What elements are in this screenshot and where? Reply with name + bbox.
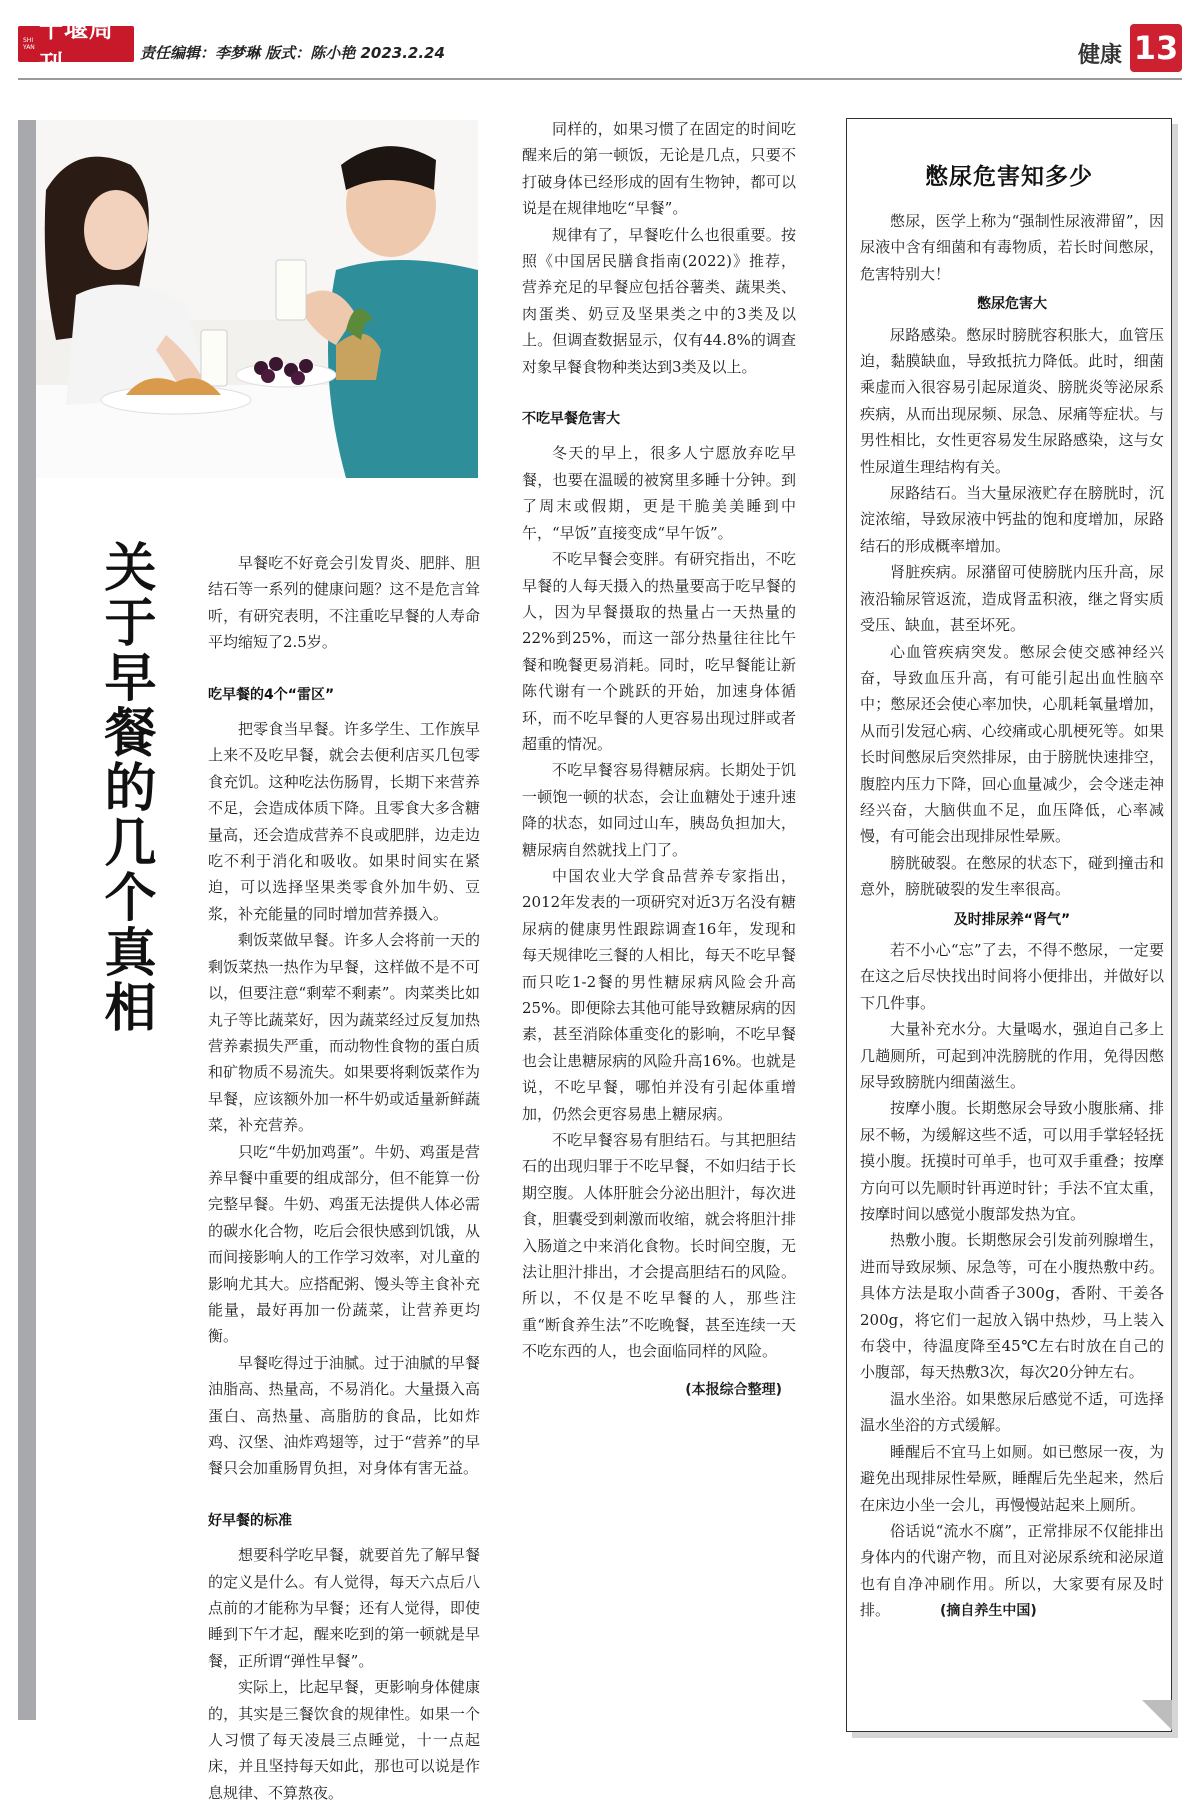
sidebar-title: 憋尿危害知多少 [925, 164, 1093, 190]
paragraph: 剩饭菜做早餐。许多人会将前一天的剩饭菜热一热作为早餐，这样做不是不可以，但要注意“剩荤不剩素”。肉菜类比如丸子等比蔬菜好，因为蔬菜经过反复加热营养素损失严重，而动物性食物的蛋白质和矿物质不易流失。如果要将剩饭菜作为早餐，应该额外加一杯牛奶或适量新鲜蔬菜，补充营养。 [208, 931, 480, 1135]
paragraph-text: 俗话说“流水不腐”，正常排尿不仅能排出身体内的代谢产物，而且对泌尿系统和泌尿道也有自净冲刷作用。所以，大家要有尿及时排。 [860, 1521, 1164, 1620]
paragraph: 不吃早餐容易有胆结石。与其把胆结石的出现归罪于不吃早餐，不如归结于长期空腹。人体肝脏会分泌出胆汁，每次进食，胆囊受到刺激而收缩，就会将胆汁排入肠道之中来消化食物。长时间空腹，无法让胆汁排出，才会提高胆结石的风险。所以，不仅是不吃早餐的人，那些注重“断食养生法”不吃晚餐，甚至连续一天不吃东西的人，也会面临同样的风险。 [522, 1131, 796, 1361]
subhead-timely-urination: 及时排尿养“肾气” [953, 911, 1071, 928]
subhead-good-breakfast: 好早餐的标准 [208, 1512, 292, 1529]
paragraph: 实际上，比起早餐，更影响身体健康的，其实是三餐饮食的规律性。如果一个人习惯了每天凌晨三点睡觉，十一点起床，并且坚持每天如此，那也可以说是作息规律、不算熬夜。 [208, 1678, 480, 1802]
paragraph: 若不小心“忘”了去，不得不憋尿，一定要在这之后尽快找出时间将小便排出，并做好以下几件事。 [860, 940, 1164, 1012]
paragraph: 不吃早餐容易得糖尿病。长期处于饥一顿饱一顿的状态，会让血糖处于速升速降的状态，如同过山车，胰岛负担加大，糖尿病自然就找上门了。 [522, 761, 796, 859]
header-rule [18, 78, 1182, 80]
sidebar-column [860, 208, 1164, 1625]
sidebar-credit: (摘自养生中国) [940, 1603, 1037, 1620]
paragraph: 想要科学吃早餐，就要首先了解早餐的定义是什么。有人觉得，每天六点后八点前的才能称为早餐；还有人觉得，即使睡到下午才起，醒来吃到的第一顿就是早餐，正所谓“弹性早餐”。 [208, 1546, 480, 1670]
paragraph: 不吃早餐会变胖。有研究指出，不吃早餐的人每天摄入的热量要高于吃早餐的人，因为早餐摄取的热量占一天热量的22%到25%，而这一部分热量往往比午餐和晚餐更易消耗。同时，吃早餐能让新陈代谢有一个跳跃的开始，加速身体循环，而不吃早餐的人更容易出现过胖或者超重的情况。 [522, 550, 796, 753]
paragraph: 早餐吃得过于油腻。过于油腻的早餐油脂高、热量高，不易消化。大量摄入高蛋白、高热量、高脂肪的食品，比如炸鸡、汉堡、油炸鸡翅等，过于“营养”的早餐只会加重肠胃负担，对身体有害无益。 [208, 1353, 480, 1478]
paragraph: 尿路感染。憋尿时膀胱容积胀大，血管压迫，黏膜缺血，导致抵抗力降低。此时，细菌乘虚而入很容易引起尿道炎、膀胱炎等泌尿系疾病，从而出现尿频、尿急、尿痛等症状。与男性相比，女性更容易发生尿路感染，这与女性尿道生理结构有关。 [860, 325, 1164, 476]
paragraph: 只吃“牛奶加鸡蛋”。牛奶、鸡蛋是营养早餐中重要的组成部分，但不能算一份完整早餐。牛奶、鸡蛋无法提供人体必需的碳水化合物，吃后会很快感到饥饿，从而间接影响人的工作学习效率，对儿童的影响尤其大。应搭配粥、馒头等主食补充能量，最好再加一份蔬菜，让营养更均衡。 [208, 1142, 480, 1346]
paragraph: 尿路结石。当大量尿液贮存在膀胱时，沉淀浓缩，导致尿液中钙盐的饱和度增加，尿路结石的形成概率增加。 [860, 484, 1164, 555]
paragraph: 把零食当早餐。许多学生、工作族早上来不及吃早餐，就会去便利店买几包零食充饥。这种吃法伤肠胃，长期下来营养不足，会造成体质下降。且零食大多含糖量高，还会造成营养不良或肥胖，边走边吃不利于消化和吸收。如果时间实在紧迫，可以选择坚果类零食外加牛奶、豆浆，补充能量的同时增加营养摄入。 [208, 720, 480, 923]
article-intro: 早餐吃不好竟会引发胃炎、肥胖、胆结石等一系列的健康问题？这不是危言耸听，有研究表明，不注重吃早餐的人寿命平均缩短了2.5岁。 [208, 554, 480, 652]
left-accent-bar [18, 120, 36, 1720]
masthead-small-text: SHI YAN [23, 37, 35, 51]
sidebar-intro: 憋尿，医学上称为“强制性尿液滞留”，因尿液中含有细菌和有毒物质，若长时间憋尿，危害特别大！ [860, 212, 1164, 283]
paragraph [860, 1518, 1164, 1625]
article-title: 关于早餐的几个真相 [95, 540, 156, 1035]
paragraph: 冬天的早上，很多人宁愿放弃吃早餐，也要在温暖的被窝里多睡十分钟。到了周末或假期，更是干脆美美睡到中午，“早饭”直接变成“早午饭”。 [522, 444, 796, 542]
paragraph: 规律有了，早餐吃什么也很重要。按照《中国居民膳食指南(2022)》推荐，营养充足的早餐应包括谷薯类、蔬果类、肉蛋类、奶豆及坚果类之中的3类及以上。但调查数据显示，仅有44.8%的调查对象早餐食物种类达到3类及以上。 [522, 225, 796, 376]
subhead-minefields: 吃早餐的4个“雷区” [208, 686, 335, 703]
paragraph: 温水坐浴。如果憋尿后感觉不适，可选择温水坐浴的方式缓解。 [860, 1389, 1164, 1435]
paragraph: 按摩小腹。长期憋尿会导致小腹胀痛、排尿不畅，为缓解这些不适，可以用手掌轻轻抚摸小腹。抚摸时可单手，也可双手重叠；按摩方向可以先顺时针再逆时针；手法不宜太重，按摩时间以感觉小腹部发热为宜。 [860, 1099, 1164, 1224]
section-label: 健康 [1078, 43, 1123, 68]
paragraph: 睡醒后不宜马上如厕。如已憋尿一夜，为避免出现排尿性晕厥，睡醒后先坐起来，然后在床边小坐一会儿，再慢慢站起来上厕所。 [860, 1442, 1164, 1514]
photo-couple-breakfast [36, 120, 478, 478]
page-curl-decoration [1142, 1700, 1172, 1730]
paragraph: 中国农业大学食品营养专家指出，2012年发表的一项研究对近3万名没有糖尿病的健康男性跟踪调查16年，发现和每天规律吃三餐的人相比，每天不吃早餐而只吃1-2餐的男性糖尿病风险会升高25%。即便除去其他可能导致糖尿病的因素，甚至消除体重变化的影响，不吃早餐也会让患糖尿病的风险升高16%。也就是说，不吃早餐，哪怕并没有引起体重增加，仍然会更容易患上糖尿病。 [522, 866, 796, 1123]
page-number-badge: 13 [1130, 24, 1182, 72]
paragraph: 心血管疾病突发。憋尿会使交感神经兴奋，导致血压升高，有可能引起出血性脑卒中；憋尿还会使心率加快，心肌耗氧量增加，从而引发冠心病、心绞痛或心肌梗死等。如果长时间憋尿后突然排尿，由于膀胱快速排空，腹腔内压力下降，回心血量减少，会令迷走神经兴奋，大脑供血不足，血压降低，心率减慢，有可能会出现排尿性晕厥。 [860, 642, 1164, 846]
subhead-holding-urine-harm: 憋尿危害大 [977, 296, 1047, 313]
masthead-logo [18, 14, 134, 78]
photo-illustration [36, 120, 478, 478]
article-column-1 [208, 550, 480, 1806]
subhead-skipping-harm: 不吃早餐危害大 [522, 411, 620, 428]
paragraph: 同样的，如果习惯了在固定的时间吃醒来后的第一顿饭，无论是几点，只要不打破身体已经形成的固有生物钟，都可以说是在规律地吃“早餐”。 [522, 120, 796, 218]
masthead-title: 十堰周刊 [39, 14, 114, 78]
editor-info: 责任编辑：李梦琳 版式：陈小艳 2023.2.24 [140, 44, 445, 62]
article-credit: (本报综合整理) [685, 1381, 782, 1398]
article-column-2 [522, 116, 796, 1403]
paragraph: 大量补充水分。大量喝水，强迫自己多上几趟厕所，可起到冲洗膀胱的作用，免得因憋尿导致膀胱内细菌滋生。 [860, 1020, 1164, 1091]
paragraph: 膀胱破裂。在憋尿的状态下，碰到撞击和意外，膀胱破裂的发生率很高。 [860, 853, 1164, 899]
paragraph: 肾脏疾病。尿潴留可使膀胱内压升高，尿液沿输尿管返流，造成肾盂积液，继之肾实质受压、缺血，甚至坏死。 [860, 563, 1164, 635]
paragraph: 热敷小腹。长期憋尿会引发前列腺增生，进而导致尿频、尿急等，可在小腹热敷中药。具体方法是取小茴香子300g，香附、干姜各200g，将它们一起放入锅中热炒，马上装入布袋中，待温度降至45℃左右时放在自己的小腹部，每天热敷3次，每次20分钟左右。 [860, 1231, 1164, 1382]
